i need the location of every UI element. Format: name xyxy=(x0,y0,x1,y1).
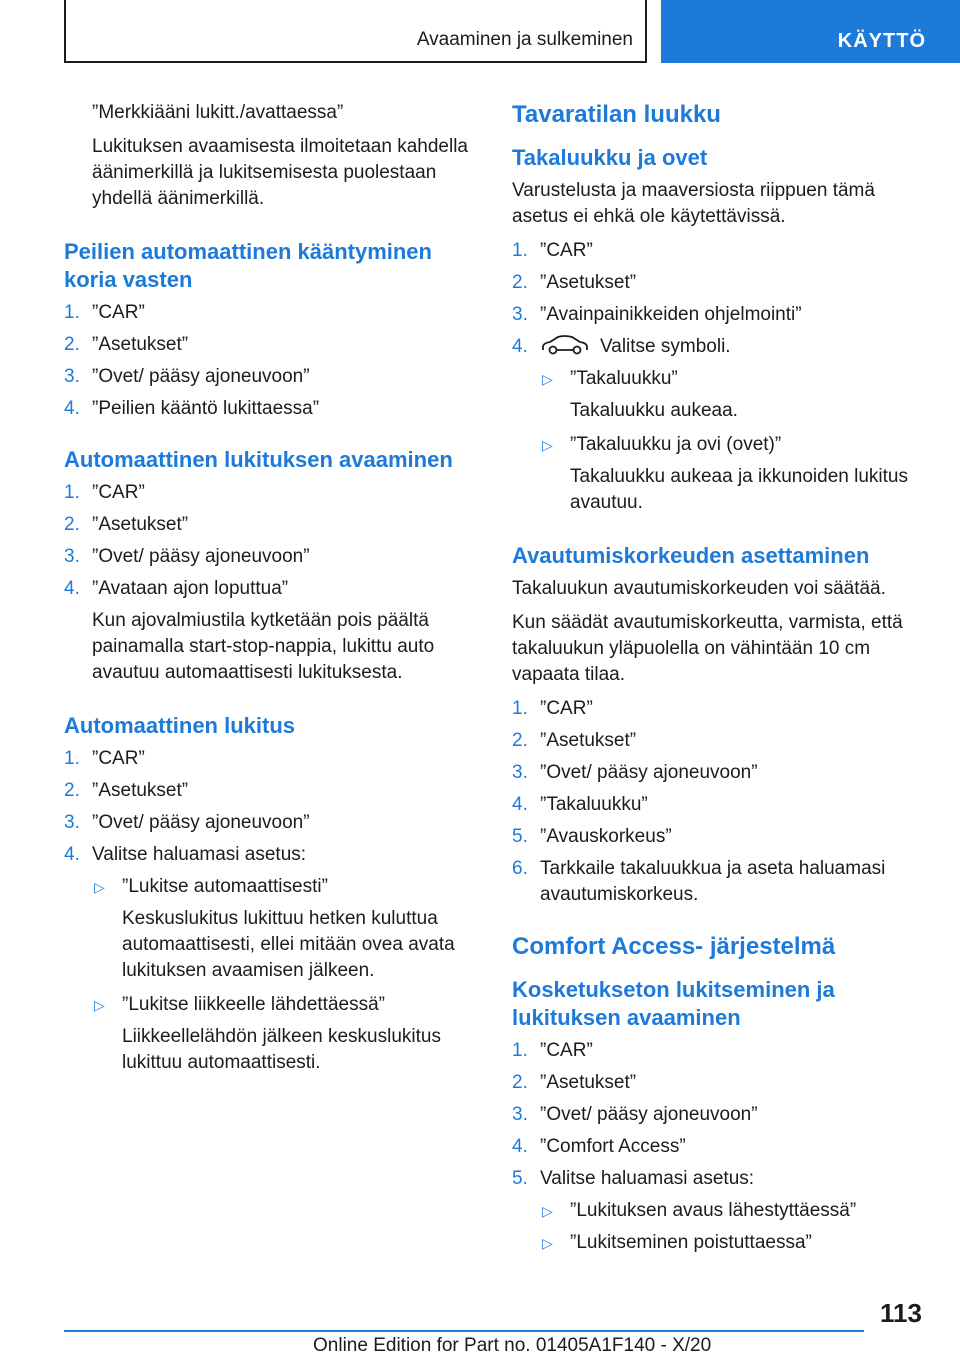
section-heading-auto-unlock: Automaattinen lukituksen avaaminen xyxy=(64,447,453,472)
step-number: 2. xyxy=(64,780,80,801)
header-chapter-title: KÄYTTÖ xyxy=(837,30,926,52)
step-number: 3. xyxy=(512,304,528,325)
right-column xyxy=(512,100,932,1262)
sub-option: ▷ ”Lukitseminen poistuttaessa” xyxy=(512,1230,932,1256)
step-number: 1. xyxy=(512,240,528,261)
sub-option: ▷ ”Takaluukku ja ovi (ovet)” xyxy=(512,432,932,458)
step-number: 1. xyxy=(64,482,80,503)
header-chapter-tab xyxy=(661,0,960,63)
step-number: 1. xyxy=(512,698,528,719)
step-number: 2. xyxy=(512,1072,528,1093)
section-heading-mirror-fold: Peilien automaattinen kääntyminen koria vasten xyxy=(64,239,432,292)
step-number: 3. xyxy=(64,546,80,567)
list-item: 3. ”Ovet/ pääsy ajoneuvoon” xyxy=(512,1102,932,1128)
step-number: 5. xyxy=(512,826,528,847)
step-number: 2. xyxy=(64,514,80,535)
step-number: 4. xyxy=(512,336,528,357)
chapter-heading-tailgate: Tavaratilan luukku xyxy=(512,101,721,128)
step-number: 2. xyxy=(512,730,528,751)
list-item: 4. Valitse symboli. xyxy=(512,334,932,360)
list-item: 1. ”CAR” xyxy=(512,238,932,264)
list-item: 3. ”Ovet/ pääsy ajoneuvoon” xyxy=(512,760,932,786)
list-item: 1. ”CAR” xyxy=(64,300,476,326)
triangle-bullet-icon: ▷ xyxy=(94,997,105,1013)
step-number: 3. xyxy=(512,1104,528,1125)
list-item: 1. ”CAR” xyxy=(512,696,932,722)
list-item: 4. ”Avataan ajon loputtua” xyxy=(64,576,476,602)
footer-rule xyxy=(64,1330,864,1332)
step-number: 6. xyxy=(512,858,528,879)
list-item: 3. ”Ovet/ pääsy ajoneuvoon” xyxy=(64,810,476,836)
left-column xyxy=(64,100,476,1084)
section-heading-keyless: Kosketukseton lukitseminen ja lukituksen avaaminen xyxy=(512,977,835,1030)
tailgate-intro: Varustelusta ja maaversiosta riippuen tämä asetus ei ehkä ole käytettävissä. xyxy=(512,180,875,227)
sub-option: ▷ ”Lukitse liikkeelle lähdettäessä” xyxy=(64,992,476,1018)
step-number: 4. xyxy=(64,844,80,865)
sub-option: ▷ ”Lukitse automaattisesti” xyxy=(64,874,476,900)
opening-height-p1: Takaluukun avautumiskorkeuden voi säätää. xyxy=(512,578,886,599)
list-item: 4. ”Takaluukku” xyxy=(512,792,932,818)
opening-height-steps xyxy=(512,696,932,908)
sub-option-text: Liikkeellelähdön jälkeen keskuslukitus lukittuu automaattisesti. xyxy=(122,1026,441,1073)
page-number: 113 xyxy=(880,1298,922,1328)
car-outline-icon xyxy=(540,334,590,356)
list-item: 4. Valitse haluamasi asetus: xyxy=(64,842,476,868)
list-item: 1. ”CAR” xyxy=(64,746,476,772)
sub-option-text: Keskuslukitus lukittuu hetken kuluttua automaattisesti, ellei mitään ovea avata lukituksen avaamisen jälkeen. xyxy=(122,908,455,981)
step-number: 3. xyxy=(64,366,80,387)
keyless-steps xyxy=(512,1038,932,1256)
list-item: 2. ”Asetukset” xyxy=(64,778,476,804)
step-number: 3. xyxy=(64,812,80,833)
header-section-tab xyxy=(64,0,647,63)
step-number: 3. xyxy=(512,762,528,783)
list-item: 2. ”Asetukset” xyxy=(64,512,476,538)
sub-option-text: Takaluukku aukeaa ja ikkunoiden lukitus avautuu. xyxy=(570,466,908,513)
list-item: 3. ”Avainpainikkeiden ohjelmointi” xyxy=(512,302,932,328)
mirror-fold-steps xyxy=(64,300,476,422)
list-item: 4. ”Comfort Access” xyxy=(512,1134,932,1160)
auto-unlock-note: Kun ajovalmiustila kytketään pois päältä painamalla start-stop-nappia, lukittu auto avautuu automaattisesti lukituksesta. xyxy=(92,610,435,683)
auto-unlock-steps xyxy=(64,480,476,686)
list-item: 4. ”Peilien kääntö lukittaessa” xyxy=(64,396,476,422)
list-item: 5. ”Avauskorkeus” xyxy=(512,824,932,850)
triangle-bullet-icon: ▷ xyxy=(94,879,105,895)
list-item: 2. ”Asetukset” xyxy=(512,1070,932,1096)
footer-edition-text: Online Edition for Part no. 01405A1F140 - X/20 xyxy=(313,1335,712,1356)
section-heading-auto-lock: Automaattinen lukitus xyxy=(64,713,296,738)
list-item: 2. ”Asetukset” xyxy=(512,728,932,754)
sub-option-text: Takaluukku aukeaa. xyxy=(570,400,738,421)
sub-option: ▷ ”Lukituksen avaus lähestyttäessä” xyxy=(512,1198,932,1224)
step-number: 4. xyxy=(64,398,80,419)
triangle-bullet-icon: ▷ xyxy=(542,1235,553,1251)
list-item: 5. Valitse haluamasi asetus: xyxy=(512,1166,932,1192)
triangle-bullet-icon: ▷ xyxy=(542,437,553,453)
step-number: 4. xyxy=(512,794,528,815)
step-number: 1. xyxy=(64,302,80,323)
intro-item: ”Merkkiääni lukitt./avattaessa” xyxy=(92,102,344,123)
section-heading-opening-height: Avautumiskorkeuden asettaminen xyxy=(512,543,870,568)
intro-text: Lukituksen avaamisesta ilmoitetaan kahdella äänimerkillä ja lukitsemisesta puolestaan yhdellä äänimerkillä. xyxy=(92,136,468,209)
sub-option: ▷ ”Takaluukku” xyxy=(512,366,932,392)
list-item: 1. ”CAR” xyxy=(512,1038,932,1064)
list-item: 2. ”Asetukset” xyxy=(512,270,932,296)
opening-height-p2: Kun säädät avautumiskorkeutta, varmista, että takaluukun yläpuolella on vähintään 10 cm vapaata tilaa. xyxy=(512,612,903,685)
step-number: 2. xyxy=(512,272,528,293)
list-item: 1. ”CAR” xyxy=(64,480,476,506)
chapter-heading-comfort-access: Comfort Access- järjestelmä xyxy=(512,933,836,960)
step-number: 2. xyxy=(64,334,80,355)
step-number: 4. xyxy=(512,1136,528,1157)
list-item: 3. ”Ovet/ pääsy ajoneuvoon” xyxy=(64,544,476,570)
list-item: 6. Tarkkaile takaluukkua ja aseta haluamasi avautumiskorkeus. xyxy=(512,858,886,905)
auto-lock-steps xyxy=(64,746,476,1076)
step-number: 5. xyxy=(512,1168,528,1189)
step-number: 4. xyxy=(64,578,80,599)
section-heading-tailgate-doors: Takaluukku ja ovet xyxy=(512,145,708,170)
step-number: 1. xyxy=(512,1040,528,1061)
list-item: 2. ”Asetukset” xyxy=(64,332,476,358)
list-item: 3. ”Ovet/ pääsy ajoneuvoon” xyxy=(64,364,476,390)
step-number: 1. xyxy=(64,748,80,769)
header-section-title: Avaaminen ja sulkeminen xyxy=(416,29,633,50)
triangle-bullet-icon: ▷ xyxy=(542,371,553,387)
tailgate-steps xyxy=(512,238,932,516)
triangle-bullet-icon: ▷ xyxy=(542,1203,553,1219)
